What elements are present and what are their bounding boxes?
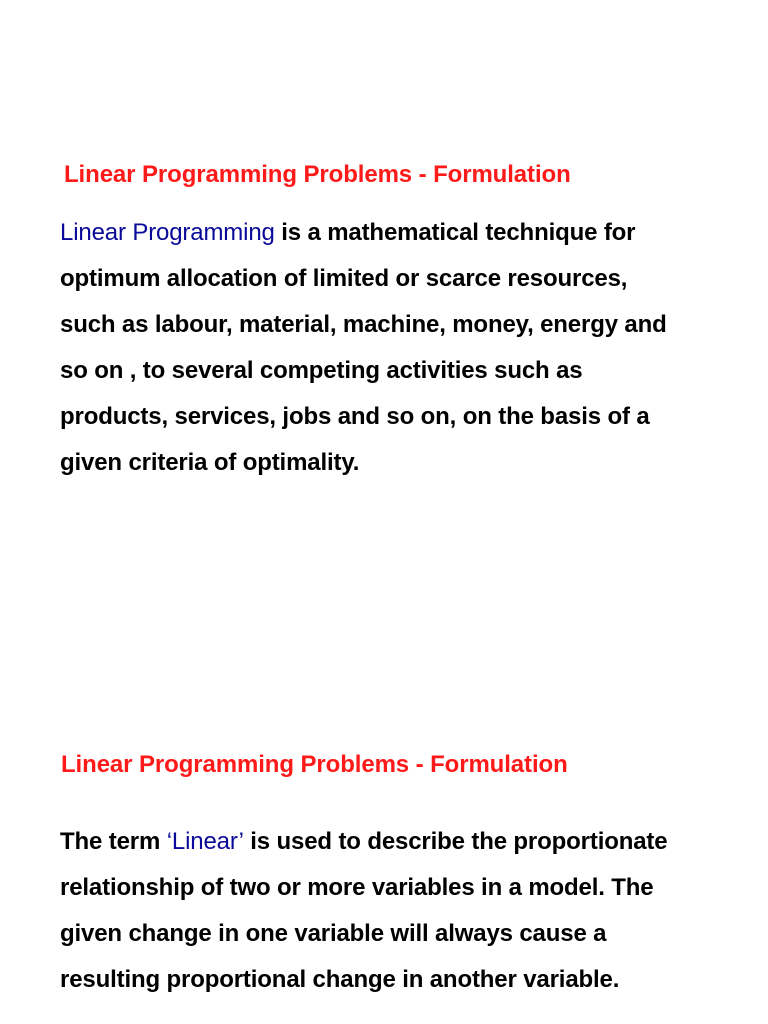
paragraph-line [60,210,740,256]
term-linear-programming: Linear Programming [60,219,275,246]
line-text: is used to describe the proportionate [243,828,668,855]
paragraph-line: given criteria of optimality. [60,449,360,476]
term-linear: ‘Linear’ [166,828,244,855]
paragraph-line [60,819,740,865]
paragraph-line: products, services, jobs and so on, on the basis of a [60,403,650,430]
paragraph-line: resulting proportional change in another variable. [60,966,620,993]
line-text: is a mathematical technique for [274,219,636,246]
paragraph-line: optimum allocation of limited or scarce resources, [60,265,628,292]
paragraph-line: given change in one variable will always cause a [60,920,607,947]
paragraph-line: so on , to several competing activities such as [60,357,583,384]
paragraph-line: relationship of two or more variables in a model. The [60,874,654,901]
section-2-paragraph [60,819,740,1003]
section-1-paragraph [60,210,740,486]
section-2-title: Linear Programming Problems - Formulation [61,751,568,778]
section-1-title: Linear Programming Problems - Formulation [64,161,571,188]
paragraph-line: such as labour, material, machine, money, energy and [60,311,667,338]
line-prefix: The term [60,828,167,855]
